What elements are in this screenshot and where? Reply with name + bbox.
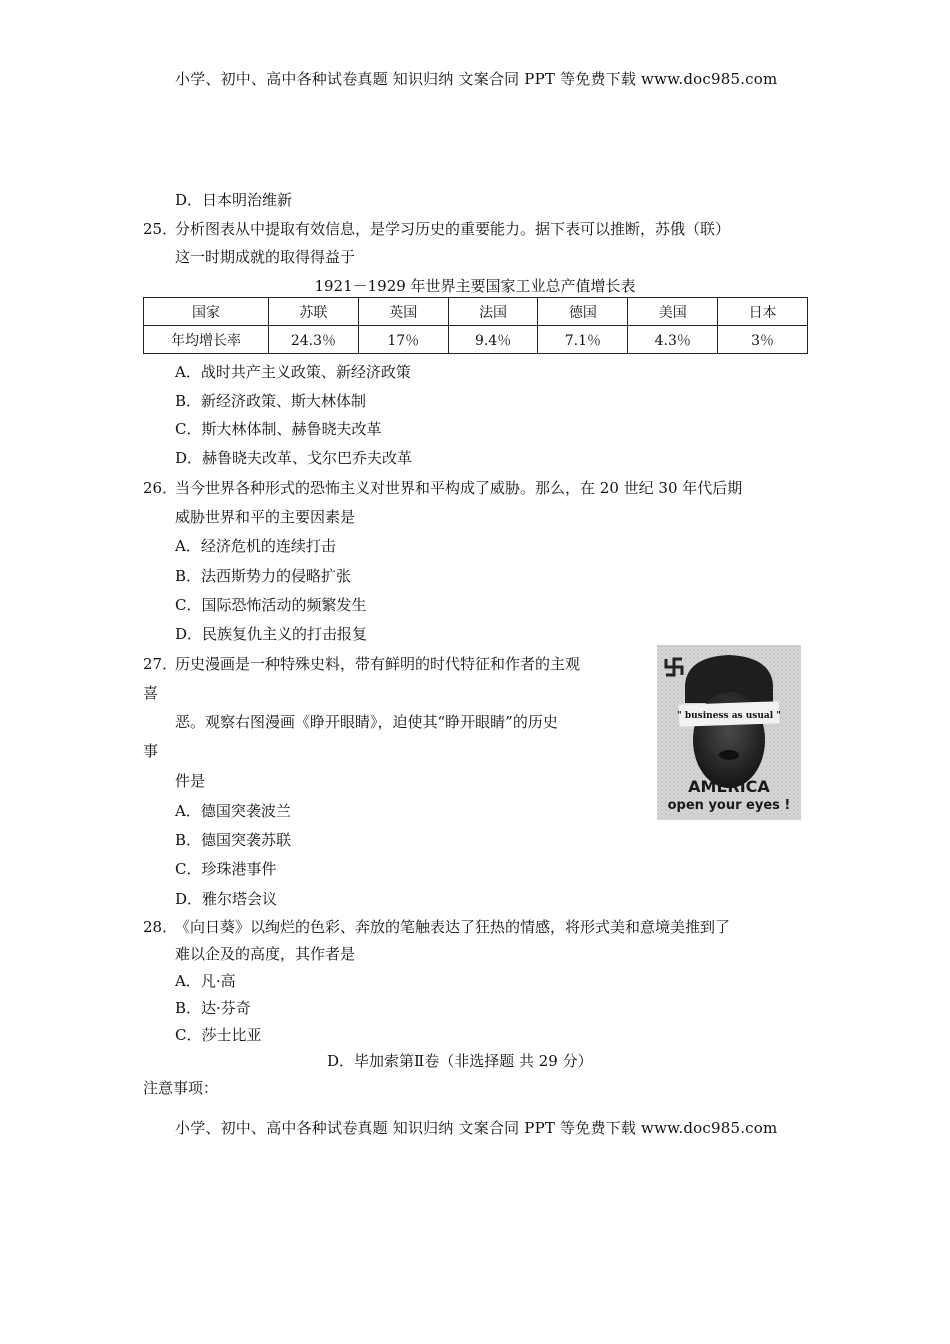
q26-stem-line-1: 当今世界各种形式的恐怖主义对世界和平构成了威胁。那么，在 20 世纪 30 年代后期 [175,479,743,497]
q27-number: 27． [143,655,178,673]
open-your-eyes-cartoon [657,645,801,820]
q25-stem-line-1: 分析图表从中提取有效信息，是学习历史的重要能力。据下表可以推断，苏俄（联） [175,220,731,238]
q25-option-c: C．斯大林体制、赫鲁晓夫改革 [175,420,382,438]
q27-stem-line-2: 恶。观察右图漫画《睁开眼睛》，迫使其“睁开眼睛”的历史 [175,713,558,731]
q27-option-b: B．德国突袭苏联 [175,831,292,849]
q27-option-c: C．珍珠港事件 [175,860,277,878]
q28-option-c: C．莎士比亚 [175,1026,262,1044]
table-header-cell: 日本 [718,298,808,326]
q27-option-d: D．雅尔塔会议 [175,890,278,908]
table-header-cell: 国家 [144,298,269,326]
q25-table-caption: 1921－1929 年世界主要国家工业总产值增长表 [314,277,636,295]
q26-option-b: B．法西斯势力的侵略扩张 [175,567,352,585]
q24-option-d: D．日本明治维新 [175,191,293,209]
table-cell: 24.3％ [269,326,359,354]
q27-stem-line-3: 件是 [175,772,206,790]
q26-stem-line-2: 威胁世界和平的主要因素是 [175,508,356,526]
table-header-cell: 英国 [358,298,448,326]
table-cell: 17％ [358,326,448,354]
table-header-cell: 法国 [448,298,538,326]
q28-number: 28． [143,918,178,936]
q25-stem-line-2: 这一时期成就的取得得益于 [175,248,356,266]
table-cell: 年均增长率 [144,326,269,354]
q27-option-a: A．德国突袭波兰 [175,802,291,820]
q26-option-a: A．经济危机的连续打击 [175,537,336,555]
industrial-growth-table [143,297,808,354]
table-cell: 7.1％ [538,326,628,354]
q25-option-d: D．赫鲁晓夫改革、戈尔巴乔夫改革 [175,449,413,467]
table-header-cell: 苏联 [269,298,359,326]
q28-option-d-and-section-title: D．毕加索第Ⅱ卷（非选择题 共 29 分） [327,1052,593,1070]
table-row [144,326,808,354]
table-header-row [144,298,808,326]
q28-option-b: B．达·芬奇 [175,999,251,1017]
cartoon-caption-line-2: open your eyes ! [667,798,791,813]
q26-option-c: C．国际恐怖活动的频繁发生 [175,596,367,614]
page-footer: 小学、初中、高中各种试卷真题 知识归纳 文案合同 PPT 等免费下载 www.doc985.com [175,1119,778,1137]
cartoon-illustration [657,645,801,820]
notes-label: 注意事项： [143,1079,219,1097]
page-header: 小学、初中、高中各种试卷真题 知识归纳 文案合同 PPT 等免费下载 www.doc985.com [175,70,778,88]
q28-option-a: A．凡·高 [175,972,236,990]
table-cell: 3％ [718,326,808,354]
table-cell: 9.4％ [448,326,538,354]
table-header-cell: 德国 [538,298,628,326]
cartoon-band-text: " business as usual " [677,711,781,721]
q26-number: 26． [143,479,178,497]
q25-option-b: B．新经济政策、斯大林体制 [175,392,367,410]
q26-option-d: D．民族复仇主义的打击报复 [175,625,368,643]
q28-stem-line-2: 难以企及的高度，其作者是 [175,945,356,963]
q25-number: 25． [143,220,178,238]
cartoon-caption-line-1: AMERICA [688,777,770,796]
q27-stem-wrap-2: 事 [143,742,159,760]
table-cell: 4.3％ [628,326,718,354]
q27-stem-wrap-1: 喜 [143,684,159,702]
table-header-cell: 美国 [628,298,718,326]
q27-stem-line-1: 历史漫画是一种特殊史料，带有鲜明的时代特征和作者的主观 [175,655,581,673]
q25-option-a: A．战时共产主义政策、新经济政策 [175,363,411,381]
q28-stem-line-1: 《向日葵》以绚烂的色彩、奔放的笔触表达了狂热的情感，将形式美和意境美推到了 [175,918,731,936]
